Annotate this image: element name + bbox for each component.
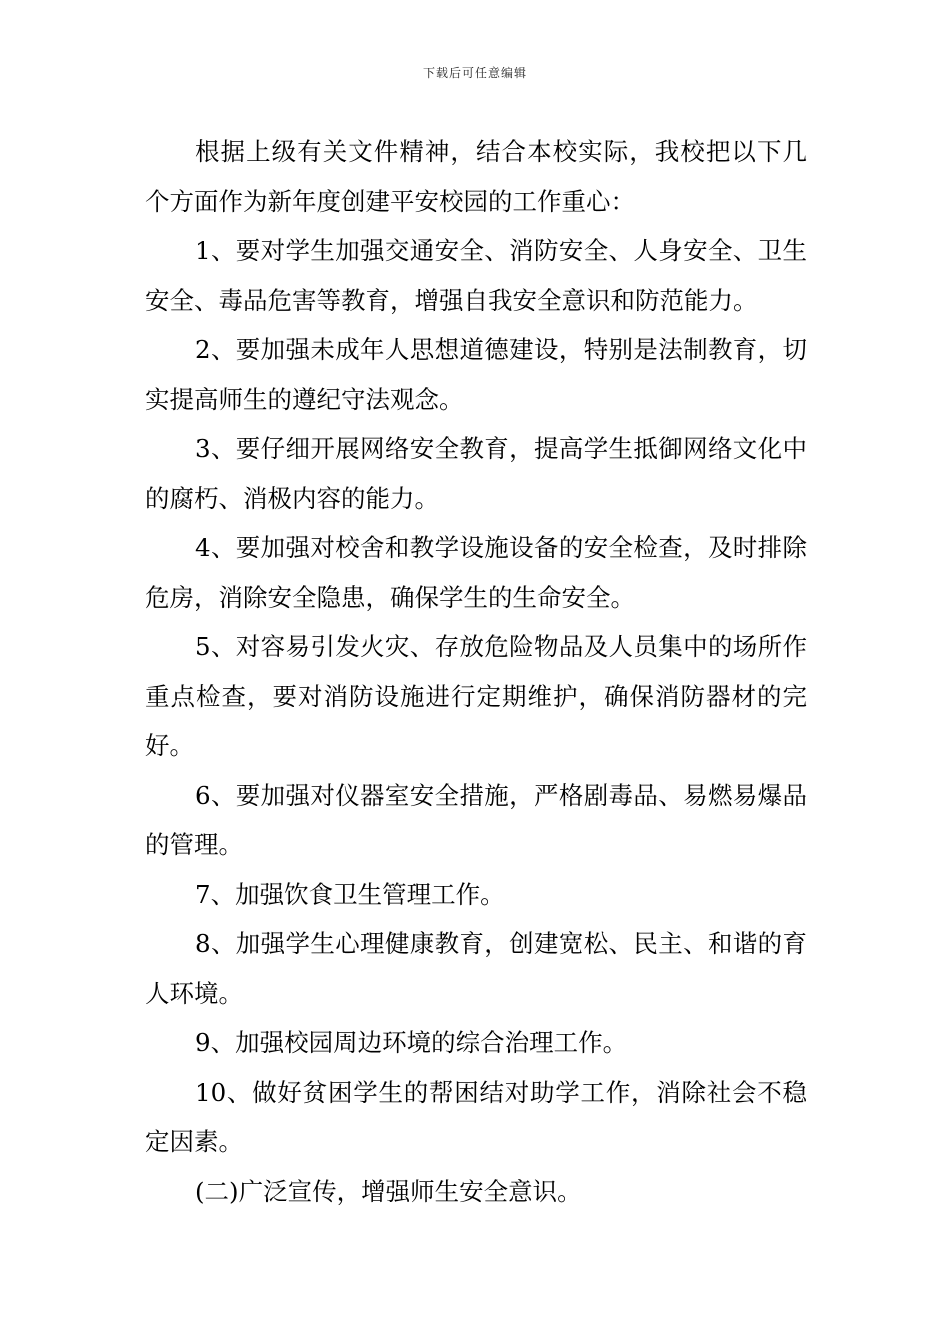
header-note: 下载后可任意编辑: [422, 66, 527, 80]
paragraph-item-10: 10、做好贫困学生的帮困结对助学工作，消除社会不稳定因素。: [145, 1077, 807, 1156]
paragraph-item-7: 7、加强饮食卫生管理工作。: [195, 879, 505, 909]
paragraph-item-4: 4、要加强对校舍和教学设施设备的安全检查，及时排除危房，消除安全隐患，确保学生的生命安全。: [145, 533, 807, 612]
document-body: [145, 127, 807, 1216]
paragraph-item-8: 8、加强学生心理健康教育，创建宽松、民主、和谐的育人环境。: [145, 929, 807, 1008]
paragraph-item-1: 1、要对学生加强交通安全、消防安全、人身安全、卫生安全、毒品危害等教育，增强自我安全意识和防范能力。: [145, 236, 807, 315]
paragraph-item-9: 9、加强校园周边环境的综合治理工作。: [195, 1028, 628, 1057]
paragraph-item-2: 2、要加强未成年人思想道德建设，特别是法制教育，切实提高师生的遵纪守法观念。: [145, 335, 807, 414]
paragraph-item-5: 5、对容易引发火灾、存放危险物品及人员集中的场所作重点检查，要对消防设施进行定期维护，确保消防器材的完好。: [145, 632, 807, 760]
paragraph-intro: 根据上级有关文件精神，结合本校实际，我校把以下几个方面作为新年度创建平安校园的工作重心：: [145, 137, 807, 216]
section-heading: (二)广泛宣传，增强师生安全意识。: [195, 1176, 582, 1206]
paragraph-item-3: 3、要仔细开展网络安全教育，提高学生抵御网络文化中的腐朽、消极内容的能力。: [145, 434, 807, 513]
paragraph-item-6: 6、要加强对仪器室安全措施，严格剧毒品、易燃易爆品的管理。: [145, 780, 807, 859]
